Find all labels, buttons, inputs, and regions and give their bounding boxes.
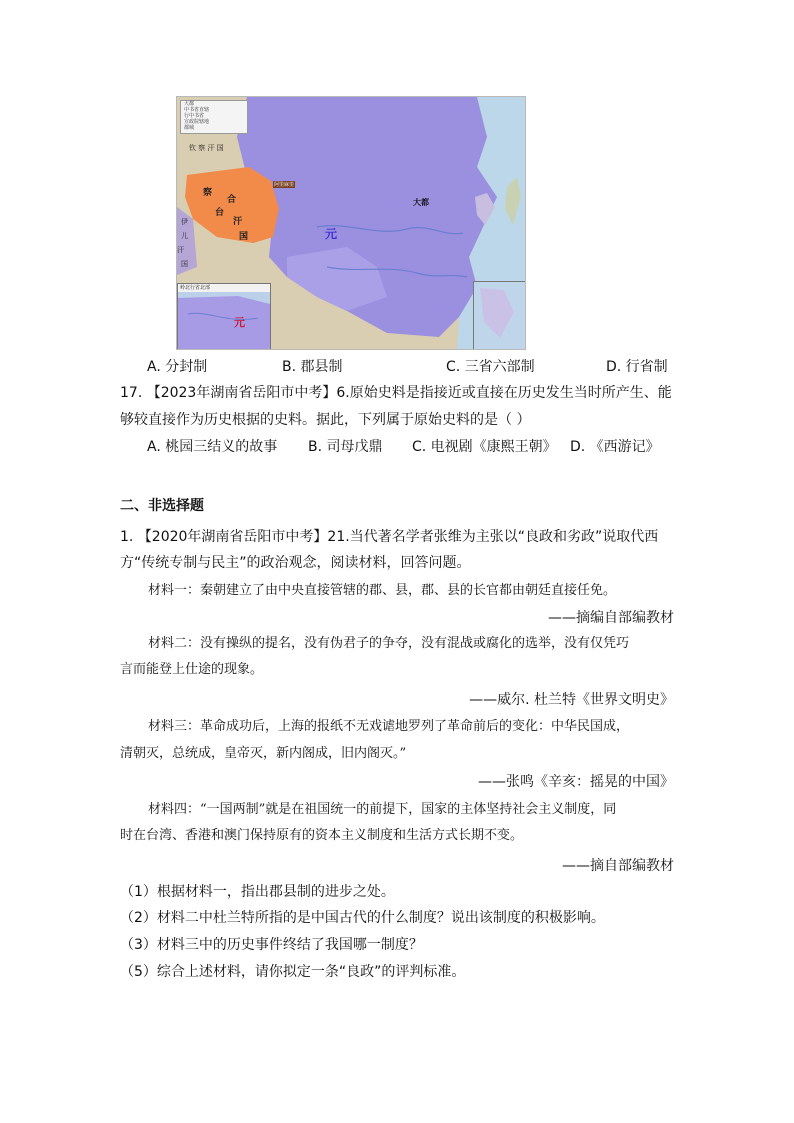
q17-stem-line1: 17. 【2023年湖南省岳阳市中考】6.原始史料是指接近或直接在历史发生当时所产生、能 [120, 385, 672, 401]
label-ilkhan-1: 伊 [181, 218, 188, 226]
subquestion-1: （1）根据材料一，指出郡县制的进步之处。 [120, 884, 395, 900]
legend-item: 大都 [184, 101, 195, 107]
inset-title: 岭北行省北部 [178, 284, 271, 292]
material-1-source: ——摘编自部编教材 [548, 610, 674, 626]
map-inset-north [177, 283, 271, 350]
label-yuan-inset: 元 [234, 316, 245, 329]
section-title: 二、非选择题 [120, 498, 204, 514]
q16-option-a: A. 分封制 [147, 359, 208, 375]
label-ilkhan-4: 国 [181, 260, 188, 268]
material-2-line1: 材料二：没有操纵的提名，没有伪君子的争夺，没有混战或腐化的选举，没有仅凭巧 [148, 636, 630, 651]
map-legend [180, 100, 248, 134]
q16-option-c: C. 三省六部制 [446, 359, 535, 375]
label-region-small: 阿里麻里 [274, 182, 295, 188]
label-chagatai-1: 察 [203, 188, 213, 198]
inset-south-sea-graphic [474, 282, 526, 350]
q17-stem-line2: 够较直接作为历史根据的史料。据此，下列属于原始史料的是（ ） [120, 412, 531, 428]
q17-option-b: B. 司母戊鼎 [308, 439, 383, 455]
legend-item: 行中书省 [184, 113, 205, 119]
label-dadu: 大都 [413, 198, 429, 207]
material-2-source: ——威尔. 杜兰特《世界文明史》 [469, 692, 674, 708]
label-chagatai-3: 台 [215, 208, 225, 218]
q1-stem-line2: 方“传统专制与民主”的政治观念，阅读材料，回答问题。 [120, 555, 471, 571]
map-inset-south-sea [473, 281, 526, 350]
legend-item: 中书省直辖 [184, 107, 210, 113]
label-yuan-main: 元 [325, 227, 338, 241]
subquestion-5: （5）综合上述材料，请你拟定一条“良政”的评判标准。 [120, 964, 466, 980]
label-ilkhan-2: 儿 [181, 232, 188, 240]
label-qincha-khanate: 钦 察 汗 国 [189, 144, 224, 152]
label-chagatai-5: 国 [239, 232, 249, 242]
legend-item: 都城 [184, 125, 195, 131]
subquestion-3: （3）材料三中的历史事件终结了我国哪一制度？ [120, 937, 423, 953]
material-3-line2: 清朝灭，总统成，皇帝灭，新内阁成，旧内阁灭。” [120, 746, 407, 761]
material-4-line2: 时在台湾、香港和澳门保持原有的资本主义制度和生活方式长期不变。 [120, 828, 524, 843]
material-4-source: ——摘自部编教材 [562, 858, 674, 874]
label-ilkhan-3: 汗 [177, 246, 184, 254]
material-2-line2: 言而能登上仕途的现象。 [120, 662, 264, 677]
q17-option-a: A. 桃园三结义的故事 [147, 439, 278, 455]
material-1: 材料一：秦朝建立了由中央直接管辖的郡、县，郡、县的长官都由朝廷直接任免。 [148, 583, 617, 598]
legend-item: 宣政院辖地 [184, 119, 210, 125]
material-4-line1: 材料四：“一国两制”就是在祖国统一的前提下，国家的主体坚持社会主义制度，同 [148, 802, 617, 817]
inset-graphic [178, 284, 270, 350]
material-3-line1: 材料三：革命成功后，上海的报纸不无戏谑地罗列了革命前后的变化：中华民国成， [148, 719, 630, 734]
q16-option-d: D. 行省制 [606, 359, 668, 375]
q1-stem-line1: 1. 【2020年湖南省岳阳市中考】21.当代著名学者张维为主张以“良政和劣政”说取代西 [120, 529, 659, 545]
q16-option-b: B. 郡县制 [282, 359, 343, 375]
label-chagatai-4: 汗 [233, 217, 243, 227]
label-chagatai-2: 合 [227, 195, 237, 205]
material-3-source: ——张鸣《辛亥：摇晃的中国》 [478, 774, 674, 790]
historical-map [176, 96, 526, 350]
subquestion-2: （2）材料二中杜兰特所指的是中国古代的什么制度？说出该制度的积极影响。 [120, 910, 605, 926]
q17-option-d: D. 《西游记》 [570, 439, 660, 455]
q17-option-c: C. 电视剧《康熙王朝》 [412, 439, 557, 455]
